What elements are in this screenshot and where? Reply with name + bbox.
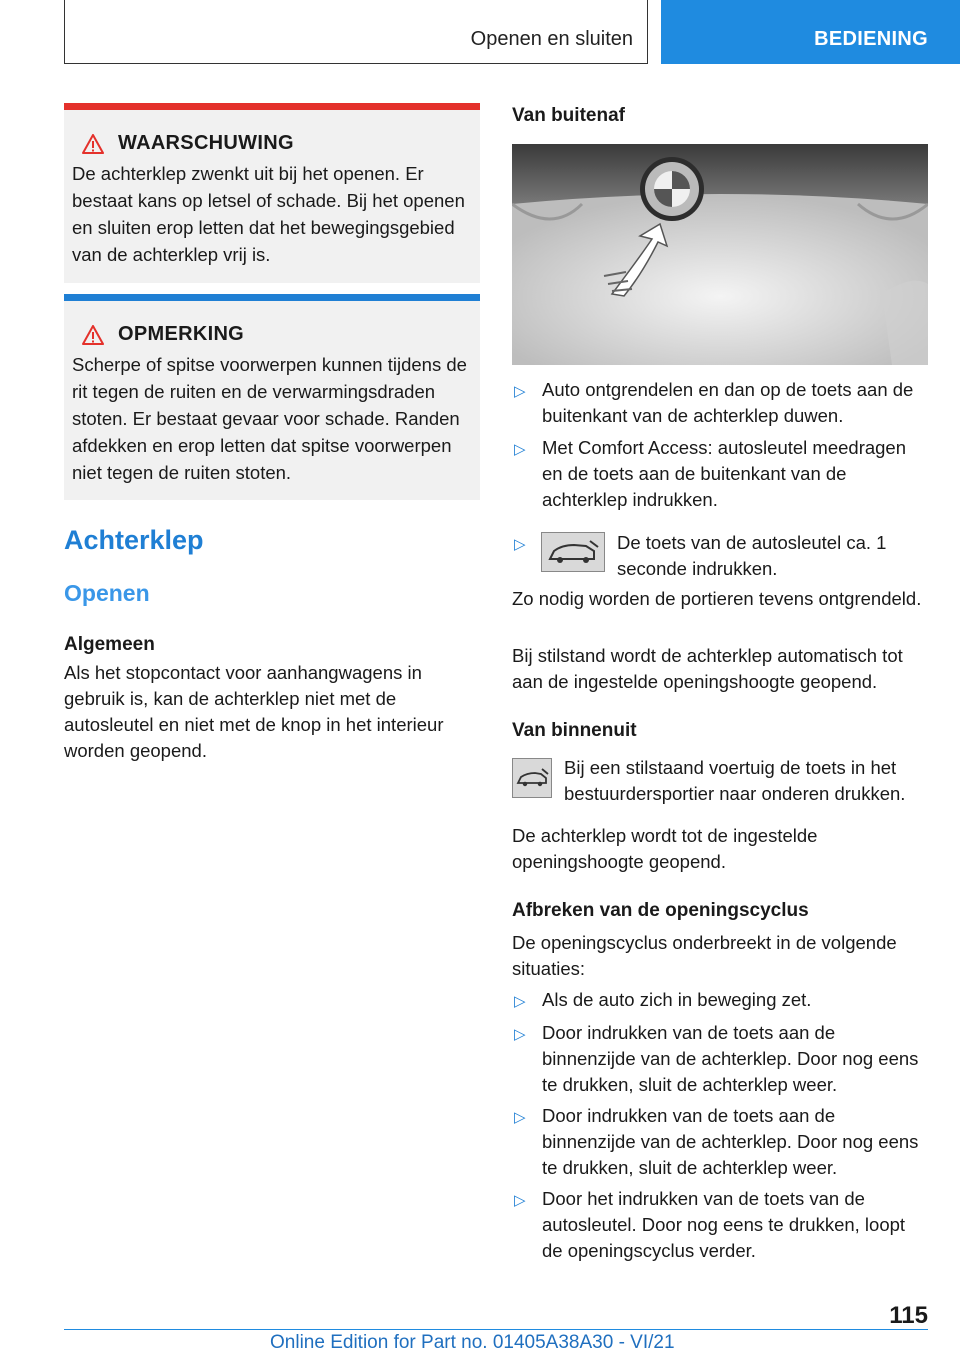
car-key-tailgate-button-icon <box>541 532 605 572</box>
inside-text: Bij een stilstaand voertuig de toets in het bestuurdersportier naar onderen drukken. <box>564 757 906 804</box>
list-item: ▷ Auto ontgrendelen en dan op de toets aan de buitenkant van de achterklep duwen. <box>514 379 914 426</box>
abort-intro: De openingscyclus onderbreekt in de volgende situaties: <box>512 932 897 979</box>
inside-title: Van binnenuit <box>512 720 637 741</box>
warning-title: WAARSCHUWING <box>118 132 294 154</box>
header-section-title: Openen en sluiten <box>470 28 633 50</box>
footer-divider <box>64 1329 864 1330</box>
footer-divider-right <box>864 1329 928 1330</box>
list-item: ▷ Door indrukken van de toets aan de binnenzijde van de achterklep. Door nog eens te drukken, sluit de achterklep weer. <box>514 1022 919 1095</box>
abort-title: Afbreken van de openingscyclus <box>512 900 809 921</box>
header-chapter-tag: BEDIENING <box>814 28 928 50</box>
note-title: OPMERKING <box>118 323 245 345</box>
triangle-bullet-icon: ▷ <box>514 1109 526 1126</box>
warning-box <box>64 103 480 283</box>
outside-note-unlock: Zo nodig worden de portieren tevens ontgrendeld. <box>512 588 922 609</box>
footer-edition: Online Edition for Part no. 01405A38A30 - VI/21 <box>270 1332 675 1353</box>
warning-triangle-icon <box>82 134 104 154</box>
list-item: ▷ Met Comfort Access: autosleutel meedragen en de toets aan de buitenkant van de achterklep indrukken. <box>514 437 907 510</box>
header-section-box <box>64 0 648 64</box>
tailgate-photo <box>512 144 928 365</box>
outside-title: Van buitenaf <box>512 105 625 126</box>
inside-result: De achterklep wordt tot de ingestelde openingshoogte geopend. <box>512 825 818 872</box>
list-item: ▷ Door het indrukken van de toets van de autosleutel. Door nog eens te drukken, loopt de openingscyclus verder. <box>514 1188 906 1261</box>
subheading-openen: Openen <box>64 580 150 606</box>
note-box <box>64 294 480 500</box>
door-tailgate-button-icon <box>512 758 552 798</box>
note-text: Scherpe of spitse voorwerpen kunnen tijdens de rit tegen de ruiten en de verwarmingsdraden stoten. Er bestaat gevaar voor schade. Randen afdekken en erop letten dat spitse voorwerpen niet tegen de ruiten stoten. <box>72 354 467 483</box>
page-number: 115 <box>889 1302 928 1329</box>
heading-achterklep: Achterklep <box>64 525 204 555</box>
general-text: Als het stopcontact voor aanhangwagens in gebruik is, kan de achterklep niet met de autosleutel en niet met de knop in het interieur worden geopend. <box>64 662 444 761</box>
warning-text: De achterklep zwenkt uit bij het openen. Er bestaat kans op letsel of schade. Bij het openen en sluiten erop letten dat het bewegingsgebied van de achterklep vrij is. <box>72 163 465 265</box>
list-item: ▷ Als de auto zich in beweging zet. <box>512 987 928 1013</box>
header-chapter-box <box>661 0 960 64</box>
triangle-bullet-icon: ▷ <box>514 441 526 458</box>
list-item: ▷ Door indrukken van de toets aan de binnenzijde van de achterklep. Door nog eens te drukken, sluit de achterklep weer. <box>514 1105 919 1178</box>
general-title: Algemeen <box>64 634 155 655</box>
key-instruction-text: De toets van de autosleutel ca. 1 seconde indrukken. <box>617 532 887 579</box>
triangle-bullet-icon: ▷ <box>514 1026 526 1043</box>
outside-note-stationary: Bij stilstand wordt de achterklep automatisch tot aan de ingestelde openingshoogte geopend. <box>512 645 903 692</box>
triangle-bullet-icon: ▷ <box>514 1192 526 1209</box>
triangle-bullet-icon: ▷ <box>514 383 526 400</box>
triangle-bullet-icon: ▷ <box>514 536 526 553</box>
warning-triangle-icon <box>82 325 104 345</box>
triangle-bullet-icon: ▷ <box>514 993 526 1010</box>
